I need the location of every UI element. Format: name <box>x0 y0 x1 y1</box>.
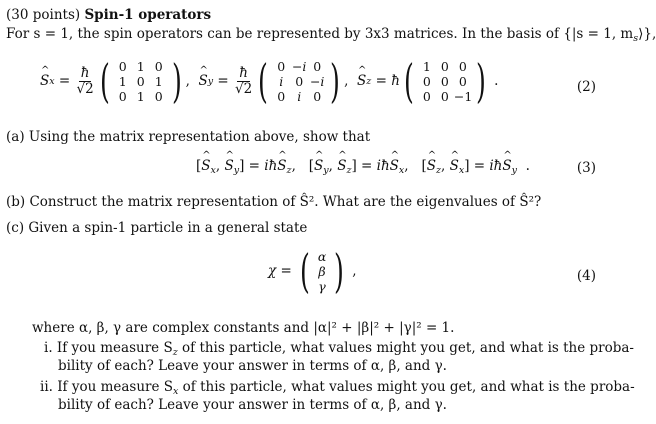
matrix-cell: 0 <box>458 58 467 74</box>
matrix-cell: 0 <box>440 58 449 74</box>
matrix-cell: −i <box>291 58 307 74</box>
matrix-cell: β <box>318 263 326 279</box>
matrix-cell: 0 <box>154 58 163 74</box>
item-ii-line1: ii. If you measure $S_x$ of this particle, what values might you get, and what is the proba- <box>40 379 635 397</box>
hbar-over-root2: $\frac{ħ}{√2}$ <box>76 65 94 97</box>
problem-header <box>6 7 211 23</box>
matrix-cell: 0 <box>295 73 304 89</box>
chi-equation: χ = ( α β γ ) , <box>268 244 357 298</box>
equation-number-3: (3) <box>576 160 596 176</box>
matrix-cell: 1 <box>154 73 163 89</box>
where-text: where α, β, γ are complex constants and |α|² + |β|² + |γ|² = 1. <box>32 320 455 336</box>
equation-number-2: (2) <box>576 79 596 95</box>
matrix-cell: α <box>317 248 327 264</box>
sz-matrix <box>418 59 472 104</box>
matrix-cell: 0 <box>440 73 449 89</box>
item-i-line1: i. If you measure $S_z$ of this particle, what values might you get, and what is the proba- <box>44 340 634 358</box>
intro-end: ⟩}, <box>638 26 656 42</box>
matrix-cell: 0 <box>422 88 431 104</box>
intro-text: For s = 1, the spin operators can be represented by 3x3 matrices. In the basis of {|s = 1, m <box>6 26 634 42</box>
matrix-cell: i <box>297 88 302 104</box>
matrix-cell: 0 <box>422 73 431 89</box>
chi-symbol: χ <box>268 263 277 279</box>
sz-symbol: ^ S <box>357 73 366 89</box>
sy-symbol: ^ S <box>199 73 208 89</box>
matrix-cell: γ <box>318 278 326 294</box>
matrix-cell: 1 <box>118 73 127 89</box>
equation-number-4: (4) <box>576 268 596 284</box>
intro-line <box>6 26 656 44</box>
commutator-equation: [^ $S_x$, ^ $S_y$] = iħ^ $S_z$, [^ $S_y$, ^ $S_z$] = iħ^ $S_x$, [^ $S_z$, ^ $S_x$] = iħ^ $S_y$ . <box>196 158 530 176</box>
points-label: (30 points) <box>6 7 81 23</box>
matrix-cell: 1 <box>422 58 431 74</box>
matrix-cell: 0 <box>458 73 467 89</box>
intro-sub: s <box>633 33 639 44</box>
chi-vector <box>314 249 330 294</box>
sx-matrix <box>114 59 168 104</box>
sx-symbol: ^ S <box>40 73 49 89</box>
matrix-cell: −1 <box>453 88 473 104</box>
matrix-cell: 0 <box>277 58 286 74</box>
part-c-text: (c) Given a spin-1 particle in a general state <box>6 220 308 236</box>
problem-title: Spin-1 operators <box>84 7 212 23</box>
matrix-cell: 1 <box>136 58 145 74</box>
matrix-cell: i <box>279 73 284 89</box>
matrix-cell: 1 <box>136 88 145 104</box>
matrix-cell: 0 <box>313 58 322 74</box>
matrix-cell: 0 <box>136 73 145 89</box>
part-b-text: (b) Construct the matrix representation of Ŝ². What are the eigenvalues of Ŝ²? <box>6 194 542 210</box>
matrix-cell: 0 <box>118 88 127 104</box>
matrix-cell: 0 <box>277 88 286 104</box>
equation-2: ^ S x = $\frac{ħ}{√2}$ ( 0 1 0 1 0 1 0 1 0 ) , ^ S y = $\frac{ħ}{√2}$ ( 0 −i 0 i 0 −i 0 i 0 ) , ^ S z = ħ ( 1 0 0 0 0 0 0 0 −1 ) . <box>40 58 498 104</box>
matrix-cell: 0 <box>154 88 163 104</box>
matrix-cell: 0 <box>118 58 127 74</box>
matrix-cell: 0 <box>440 88 449 104</box>
part-a-text: (a) Using the matrix representation above, show that <box>6 129 371 145</box>
matrix-cell: 0 <box>313 88 322 104</box>
item-ii-line2: bility of each? Leave your answer in terms of α, β, and γ. <box>58 397 447 413</box>
matrix-cell: −i <box>309 73 325 89</box>
item-i-line2: bility of each? Leave your answer in terms of α, β, and γ. <box>58 358 447 374</box>
hbar-over-root2: $\frac{ħ}{√2}$ <box>235 65 253 97</box>
sy-matrix <box>272 59 326 104</box>
